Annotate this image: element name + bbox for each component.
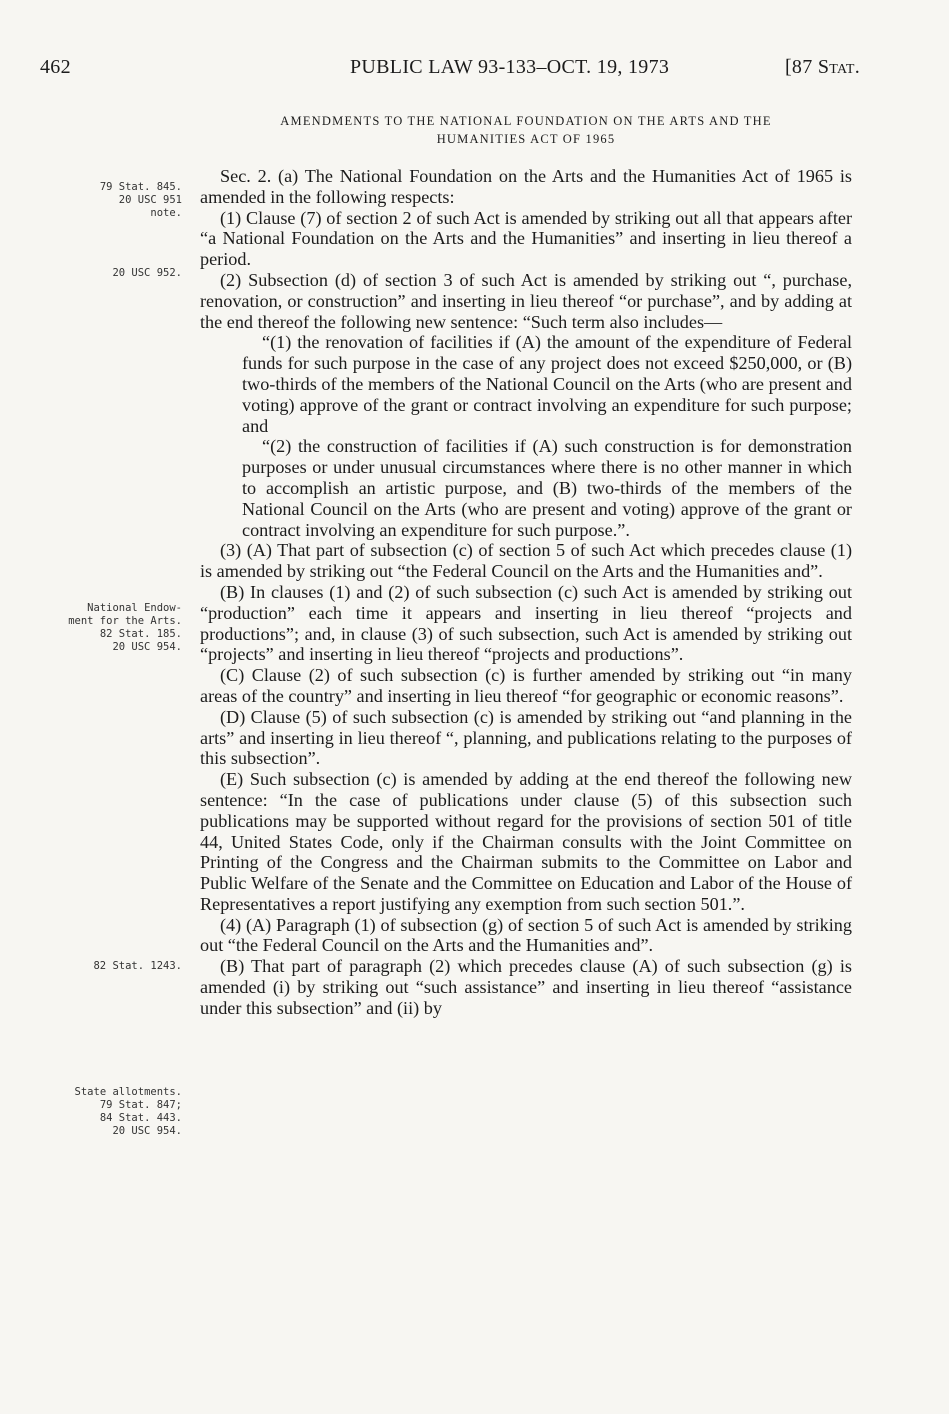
volume-reference: [87 Stat. (784, 56, 860, 78)
quoted-paragraph: “(1) the renovation of facilities if (A) the amount of the expenditure of Federal funds for such purpose in the case of any project does not exceed $250,000, or (B) two-thirds of the members of the National Council on the Arts (who are present and voting) approve of the grant or contract involving an expenditure for such purpose; and (242, 332, 852, 436)
section-heading (200, 112, 852, 148)
amendment-paragraph: (2) Subsection (d) of section 3 of such Act is amended by striking out “, purchase, renovation, or construction” and inserting in lieu thereof “or purchase”, and by adding at the end thereof the following new sentence: “Such term also includes— (200, 269, 852, 332)
amendment-paragraph: (C) Clause (2) of such subsection (c) is further amended by striking out “in many areas of the country” and inserting in lieu thereof “for geographic or economic reasons”. (200, 665, 852, 706)
amendment-paragraph: (B) That part of paragraph (2) which precedes clause (A) of such subsection (g) is amended (i) by striking out “such assistance” and inserting in lieu thereof “assistance under this subsection” and (ii) by (200, 956, 852, 1018)
amendment-paragraph: (B) In clauses (1) and (2) of such subsection (c) such Act is amended by striking out “production” each time it appears and inserting in lieu thereof “projects and productions”; and, in clause (3) of such subsection, such Act is amended by striking out “projects” and inserting in lieu thereof “projects and productions”. (200, 581, 852, 665)
margin-note-statute-1243 (40, 960, 182, 973)
amendment-paragraph: (D) Clause (5) of such subsection (c) is amended by striking out “and planning in the arts” and inserting in lieu thereof “, planning, and publications relating to the purposes of this subsection”. (200, 706, 852, 769)
margin-note-line: 82 Stat. 185. (99, 628, 182, 640)
margin-note-line: National Endow- (87, 602, 182, 614)
page-number: 462 (40, 56, 71, 78)
body-text (200, 166, 852, 1019)
margin-note-usc-citation (40, 267, 182, 280)
running-header (40, 56, 860, 86)
quoted-paragraph: “(2) the construction of facilities if (A) such construction is for demonstration purposes or under unusual circumstances where there is no other manner in which to accomplish an artistic purpose, and (B) two-thirds of the members of the National Council on the Arts (who are present and voting) approve of the grant or contract involving an expenditure for such purpose.”. (242, 436, 852, 540)
margin-note-line: 20 USC 951 (118, 194, 182, 206)
margin-note-statute-citation (40, 181, 182, 220)
margin-note-line: 20 USC 954. (112, 641, 182, 653)
amendment-paragraph: (4) (A) Paragraph (1) of subsection (g) of section 5 of such Act is amended by striking out “the Federal Council on the Arts and the Humanities and”. (200, 914, 852, 956)
margin-note-line: 79 Stat. 847; (99, 1099, 182, 1111)
margin-note-line: 84 Stat. 443. (99, 1112, 182, 1124)
amendment-paragraph: (3) (A) That part of subsection (c) of section 5 of such Act which precedes clause (1) is amended by striking out “the Federal Council on the Arts and the Humanities and”. (200, 540, 852, 582)
running-title: PUBLIC LAW 93-133–OCT. 19, 1973 (350, 56, 670, 78)
margin-note-line: 20 USC 952. (112, 267, 182, 279)
margin-note-national-endowment (40, 602, 182, 654)
margin-note-line: State allotments. (74, 1086, 182, 1098)
section-heading-line: AMENDMENTS TO THE NATIONAL FOUNDATION ON THE ARTS AND THE (280, 114, 772, 128)
margin-note-line: note. (150, 207, 182, 219)
section-heading-line: HUMANITIES ACT OF 1965 (436, 132, 616, 146)
margin-note-line: 79 Stat. 845. (99, 181, 182, 193)
amendment-paragraph: (1) Clause (7) of section 2 of such Act is amended by striking out all that appears after “a National Foundation on the Arts and the Humanities” and inserting in lieu thereof a period. (200, 207, 852, 270)
amendment-paragraph: (E) Such subsection (c) is amended by adding at the end thereof the following new sentence: “In the case of publications under clause (5) of this subsection such publications may be supported without regard for the provisions of section 501 of title 44, United States Code, only if the Chairman consults with the Joint Committee on Printing of the Congress and the Chairman submits to the Committee on Labor and Public Welfare of the Senate and the Committee on Education and Labor of the House of Representatives a report justifying any exemption from such section 501.”. (200, 769, 852, 914)
margin-note-line: 20 USC 954. (112, 1125, 182, 1137)
section-paragraph: Sec. 2. (a) The National Foundation on the Arts and the Humanities Act of 1965 is amended in the following respects: (200, 166, 852, 207)
margin-note-line: ment for the Arts. (68, 615, 182, 627)
margin-note-state-allotments (40, 1086, 182, 1138)
margin-note-line: 82 Stat. 1243. (93, 960, 182, 972)
